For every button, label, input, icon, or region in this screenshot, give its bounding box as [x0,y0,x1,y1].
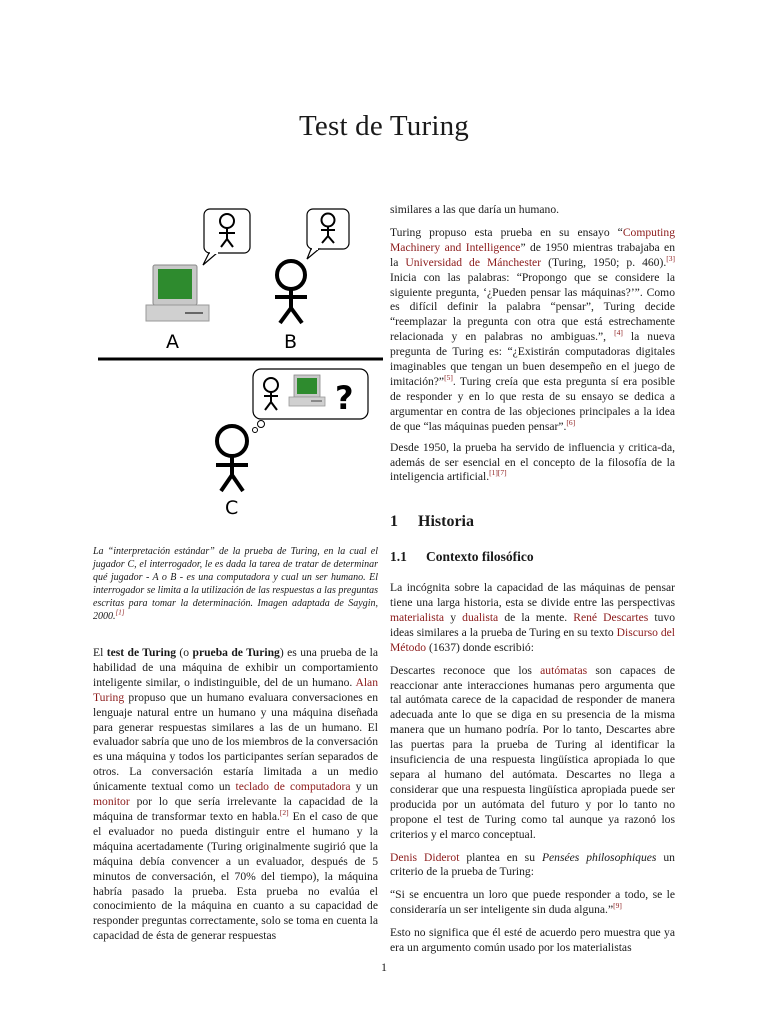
left-column [93,646,378,950]
term-prueba-de-turing: prueba de Turing [192,646,280,659]
subsection-heading-contexto: 1.1 Contexto filosófico [390,549,534,565]
page-number: 1 [381,960,387,974]
speech-bubble-b [307,209,349,259]
continuation-text: similares a las que daría un humano. [390,203,560,216]
paragraph-diderot: Denis Diderot plantea en su Pensées philosophiques un criterio de la prueba de Turing: [390,850,675,879]
ref-6[interactable]: [6] [566,417,576,427]
ref-9[interactable]: [9] [613,901,622,911]
computer-a-icon [146,265,209,321]
ref-1-7[interactable]: [1][7] [489,468,507,478]
person-c-icon [216,426,248,491]
ref-3[interactable]: [3] [666,253,675,263]
turing-test-figure [93,195,388,525]
link-dualista[interactable]: dualista [462,610,499,624]
label-c: C [225,497,239,519]
link-discurso-metodo[interactable]: Discurso del Método [390,625,675,654]
ref-4[interactable]: [4] [614,328,623,338]
label-b: B [284,331,298,353]
link-automatas[interactable]: autómatas [540,663,588,677]
label-a: A [166,331,179,353]
ref-5[interactable]: [5] [444,373,453,383]
link-teclado[interactable]: teclado de computadora [235,780,351,794]
link-universidad-manchester[interactable]: Universidad de Mánchester [405,255,542,269]
intro-paragraph: El test de Turing (o prueba de Turing) es una prueba de la habilidad de una máquina de exhibir un comportamiento inteligente similar, o indistinguible, del de un humano. Alan Turing propuso que un humano evaluara conversaciones en lenguaje natural entre un humano y una máquina diseñada para generar respuestas similares a las de un humano. El evaluador sabría que uno de los miembros de la conversación es una máquina y todos los participantes serían separados de otros. La conversación estaría limitada a un medio únicamente textual como un teclado de computadora y un monitor por lo que sería irrelevante la capacidad de la máquina de transformar texto en habla.[2] En el caso de que el evaluador no pueda distinguir entre el humano y la máquina acertadamente (Turing originalmente sugirió que la máquina debía convencer a un evaluador, después de 5 minutos de conversación, el 70% del tiempo), la máquina habría pasado la prueba. Esta prueba no evalúa el conocimiento de la máquina en cuanto a su capacidad de responder preguntas correctamente, solo se toma en cuenta la capacidad de ésta de generar respuestas [93,646,378,943]
paragraph-desde-1950: Desde 1950, la prueba ha servido de influencia y critica-da, además de ser esencial en el concepto de la filosofía de la inteligencia artificial.[1][7] [390,440,675,484]
speech-bubble-a [203,209,250,265]
caption-ref[interactable]: [1] [115,608,125,617]
page-title: Test de Turing [299,110,469,142]
ref-2[interactable]: [2] [279,808,289,818]
question-mark: ? [335,379,354,417]
paragraph-esto-no: Esto no significa que él esté de acuerdo pero muestra que ya era un argumento común usado por los materialistas [390,926,675,955]
title-pensees: Pensées philosophiques [541,850,657,864]
caption-text: La “interpretación estándar” de la prueba de Turing, en la cual el jugador C, el interrogador, le es dada la tarea de tratar de determinar qué jugador - A o B - es una computadora y cual un ser humano. El interrogador se limita a la utilización de las respuestas a las preguntas escritas para tomar la determinación. Imagen adaptada de Saygin, 2000. [93,546,378,622]
link-alan-turing[interactable]: Alan Turing [93,675,378,704]
term-test-de-turing: test de Turing [106,646,177,659]
link-materialista[interactable]: materialista [390,610,445,624]
link-rene-descartes[interactable]: René Descartes [573,610,649,624]
person-b-icon [275,261,307,323]
paragraph-ensayo: Turing propuso esta prueba en su ensayo “Computing Machinery and Intelligence” de 1950 mientras trabajaba en la Universidad de Mánchester (Turing, 1950; p. 460).[3] Inicia con las palabras: “Propongo que se considere la siguiente pregunta, ‘¿Pueden pensar las máquinas?’”. Como es difícil definir la palabra “pensar”, Turing decide “reemplazar la pregunta con otra que está estrechamente relacionada y en palabras no ambiguas.”, [4] la nueva pregunta de Turing es: “¿Existirán computadoras digitales imaginables que tengan un buen desempeño en el juego de imitación?”[5]. Turing creía que esta pregunta sí era posible de responder y en lo que resta de su ensayo se dedica a argumentar en contra de las objeciones principales a la idea de que “las máquinas pueden pensar”.[6] [390,225,675,433]
right-column [390,203,675,962]
figure-caption [93,545,378,623]
paragraph-descartes: Descartes reconoce que los autómatas son capaces de reaccionar ante interacciones humanas pero argumenta que tal autómata carece de la capacidad de responder de manera adecuada ante lo que se diga en su presencia de la misma manera que un humano podría. Por lo tanto, Descartes abre las puertas para la prueba de Turing al identificar la insuficiencia de una respuesta lingüística apropiada lo que separa al humano del autómata. Descartes no llega a considerar que una respuesta lingüística apropiada puede ser producida por un autómata del futuro y por lo tanto no propone el test de Turing como tal aunque ya razonó los criterios y el marco conceptual. [390,663,675,841]
quote-loro: “Si se encuentra un loro que puede responder a todo, se le consideraría un ser inteligente sin duda alguna.”[9] [390,888,675,917]
thought-bubble-c [253,369,369,433]
link-computing-machinery[interactable]: Computing Machinery and Intelligence [390,225,675,254]
paragraph-incognita: La incógnita sobre la capacidad de las máquinas de pensar tiene una larga historia, esta se divide entre las perspectivas materialista y dualista de la mente. René Descartes tuvo ideas similares a la prueba de Turing en su texto Discurso del Método (1637) donde escribió: [390,581,675,654]
section-heading-historia: 1 Historia [390,513,474,531]
link-denis-diderot[interactable]: Denis Diderot [390,850,460,864]
link-monitor[interactable]: monitor [93,795,130,809]
